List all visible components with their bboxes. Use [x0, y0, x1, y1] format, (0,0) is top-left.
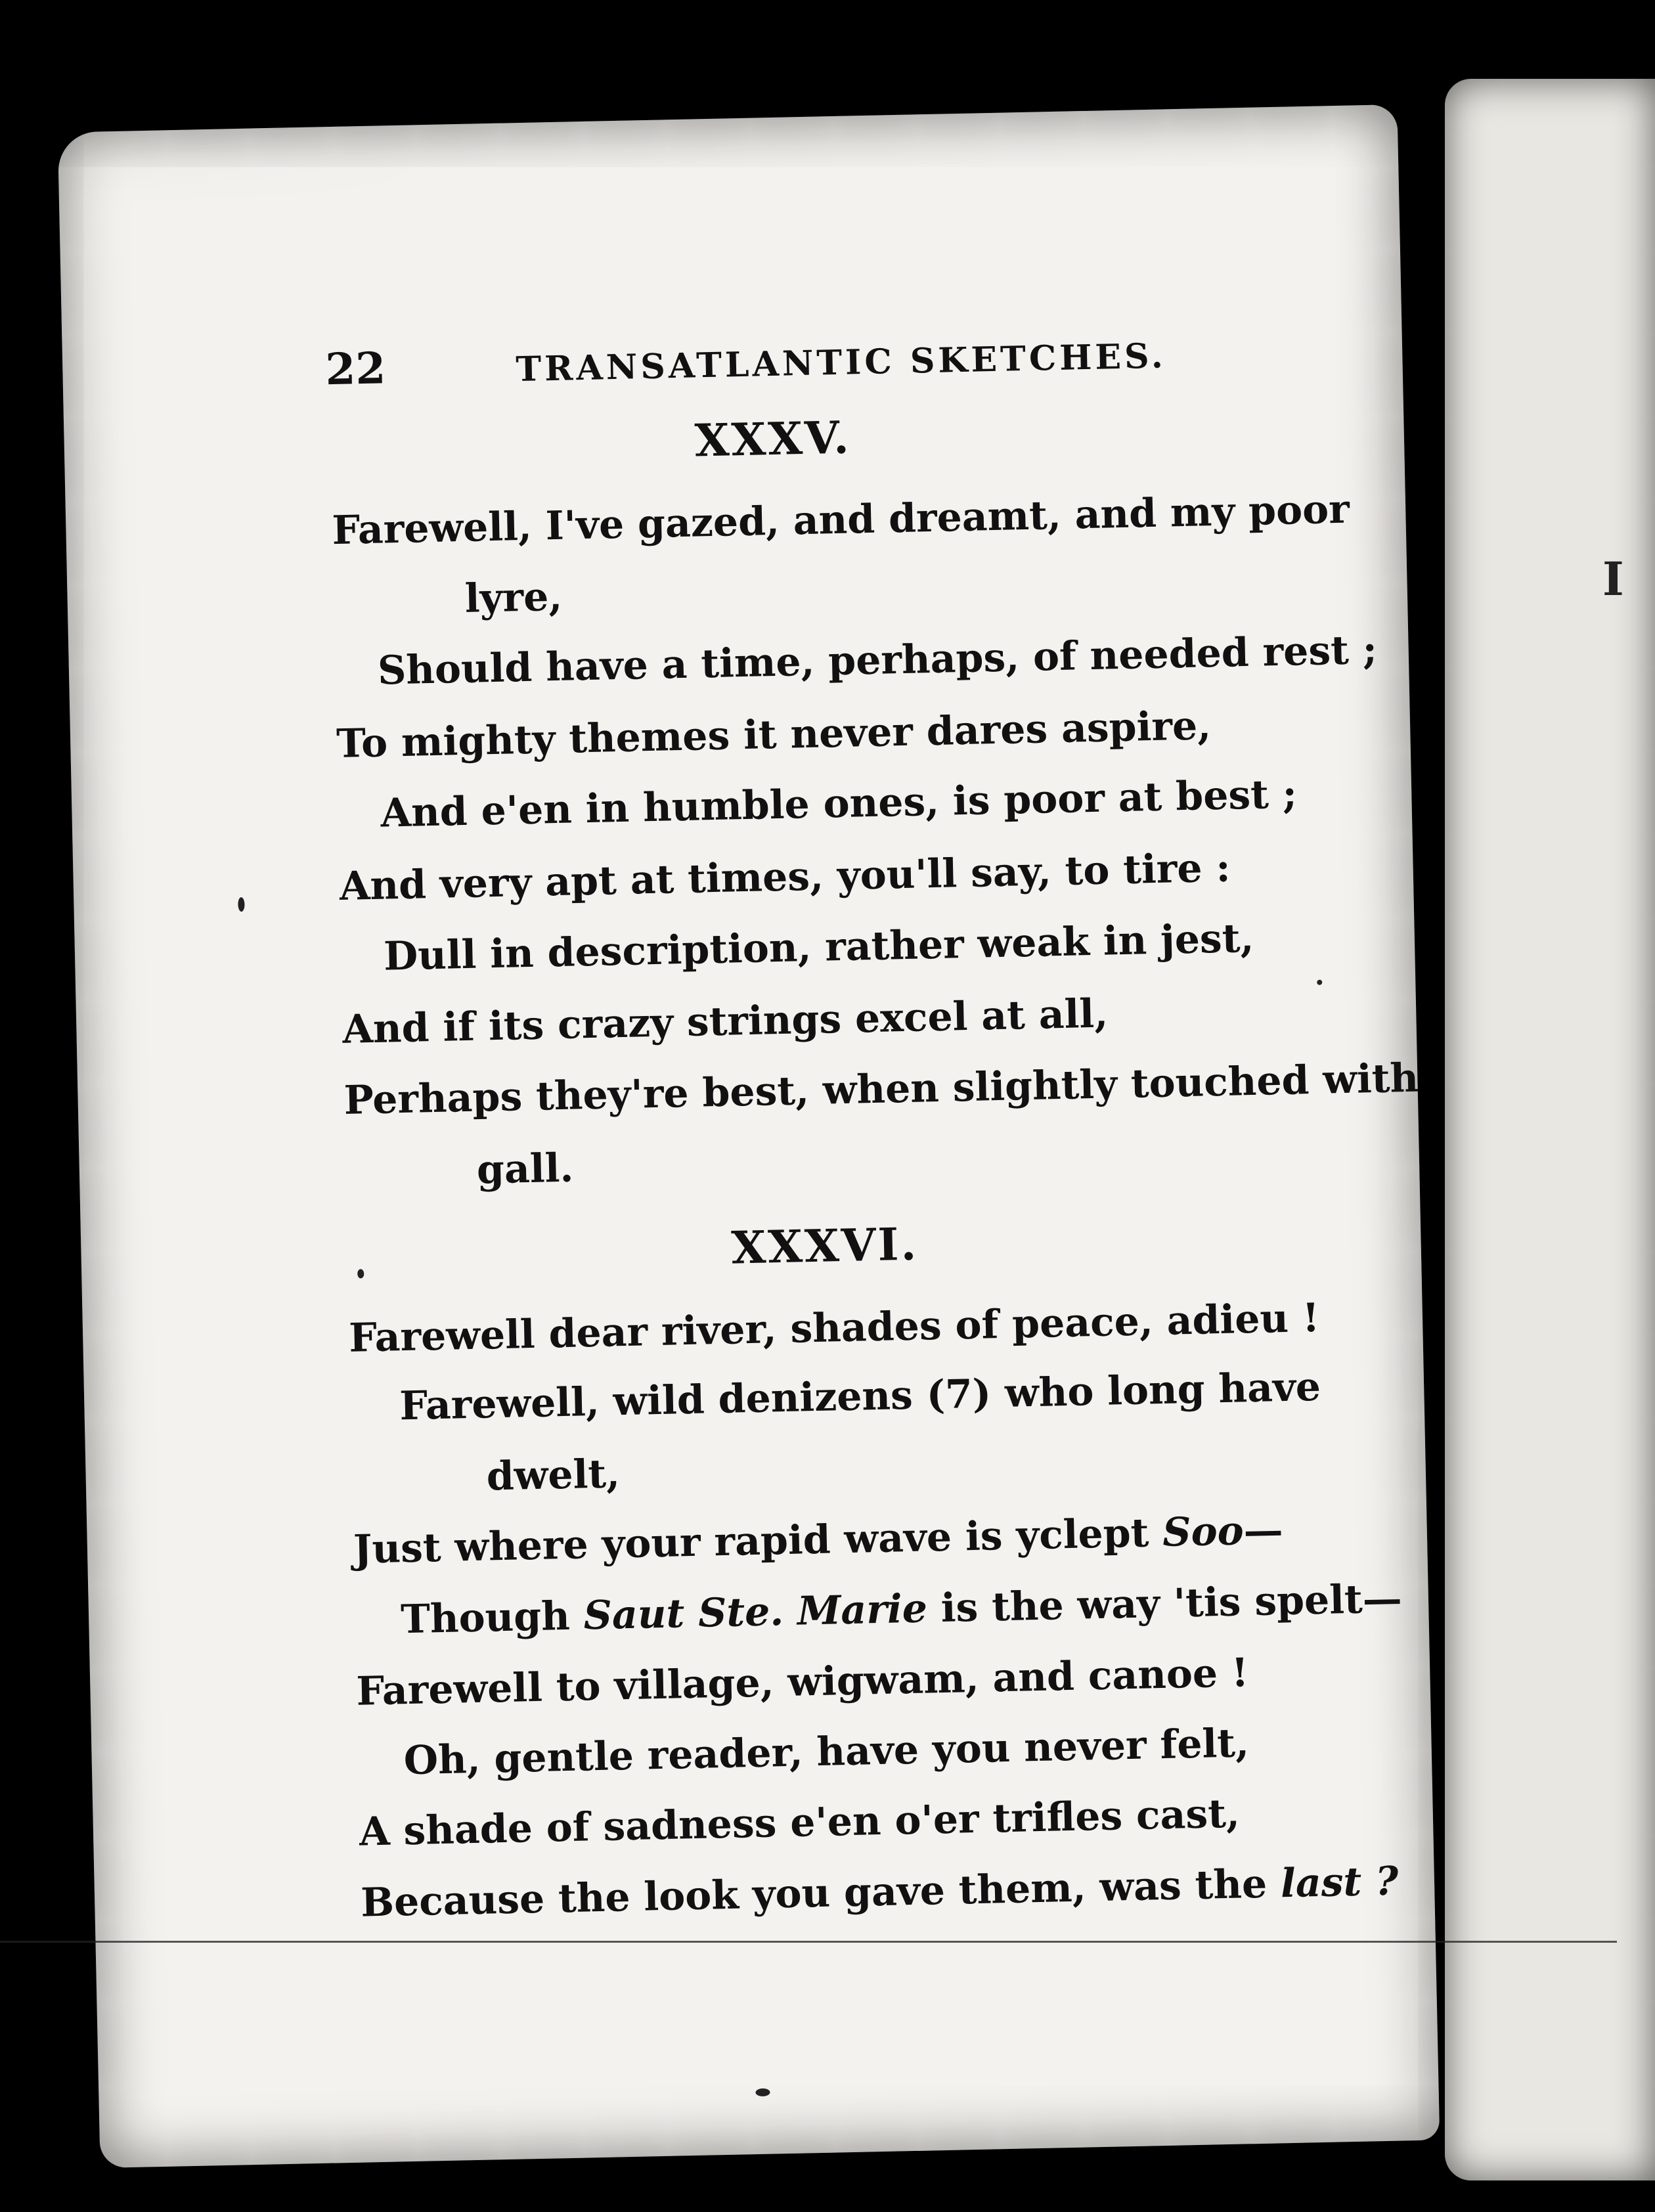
running-title: TRANSATLANTIC SKETCHES.: [515, 336, 1167, 390]
verse-line: And if its crazy strings excel at all,: [342, 990, 1109, 1053]
verse-line: Oh, gentle reader, have you never felt,: [403, 1720, 1250, 1784]
verse-line: Farewell, I've gazed, and dreamt, and my poor: [331, 486, 1350, 554]
scan-speck: [238, 897, 244, 912]
facing-page-edge: [1445, 79, 1655, 2180]
verse-line: Farewell dear river, shades of peace, adieu !: [348, 1294, 1320, 1361]
stanza-number: XXXVI.: [730, 1218, 919, 1275]
verse-text: is the way 'tis spelt—: [927, 1576, 1403, 1632]
verse-line: dwelt,: [486, 1451, 621, 1500]
verse-line: Farewell to village, wigwam, and canoe !: [355, 1650, 1249, 1715]
verse-text: Though: [400, 1593, 585, 1643]
verse-line: Perhaps they're best, when slightly touched with: [343, 1055, 1419, 1124]
verse-line: Dull in description, rather weak in jest,: [383, 915, 1254, 980]
verse-line: Should have a time, perhaps, of needed rest ;: [377, 627, 1378, 694]
verse-line: A shade of sadness e'en o'er trifles cast,: [359, 1790, 1241, 1855]
verse-line: [401, 1576, 1403, 1643]
verse-line: To mighty themes it never dares aspire,: [336, 703, 1212, 768]
verse-italic-text: Saut Ste. Marie: [583, 1585, 928, 1639]
verse-text: —: [1243, 1507, 1284, 1555]
verse-italic-text: last ?: [1280, 1858, 1399, 1907]
scan-artifact-line: [0, 1941, 1617, 1943]
verse-line: gall.: [476, 1145, 575, 1193]
facing-page-fragment: I: [1602, 552, 1624, 606]
stanza-number: XXXV.: [694, 411, 852, 468]
verse-line: [353, 1507, 1283, 1573]
page-number: 22: [324, 342, 387, 395]
verse-line: Farewell, wild denizens (7) who long have: [399, 1363, 1321, 1430]
verse-text: Because the look you gave them, was the: [360, 1861, 1281, 1926]
scan-speck: [755, 2089, 770, 2096]
scan-speck: [1317, 980, 1322, 985]
verse-line: lyre,: [464, 573, 563, 622]
verse-text: Just where your rapid wave is yclept: [353, 1509, 1163, 1573]
verse-line: And very apt at times, you'll say, to tire :: [339, 845, 1231, 910]
scan-speck: [357, 1269, 364, 1278]
book-page: [58, 104, 1440, 2168]
verse-line: And e'en in humble ones, is poor at best ;: [380, 771, 1298, 837]
verse-italic-text: Soo: [1162, 1508, 1245, 1556]
verse-line: [361, 1859, 1399, 1926]
